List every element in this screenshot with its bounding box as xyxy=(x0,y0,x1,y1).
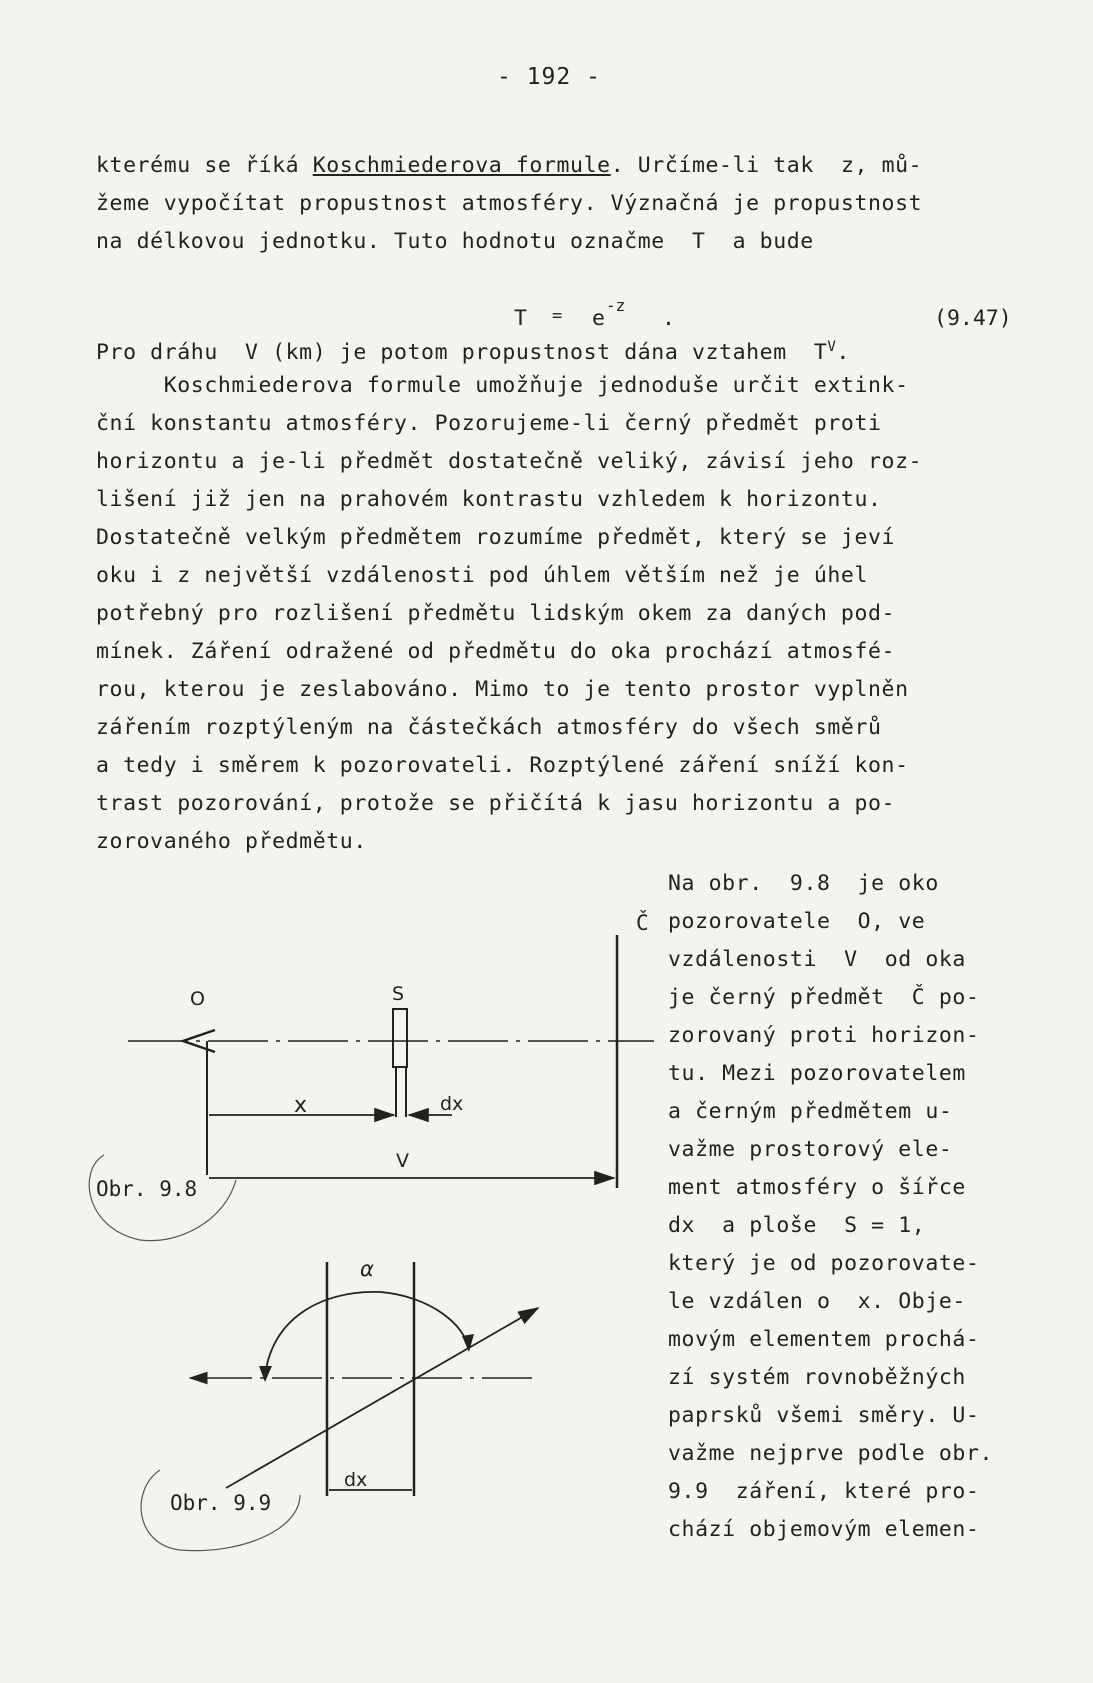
label-o: O xyxy=(190,988,205,1010)
column-line: chází objemovým elemen- xyxy=(668,1517,980,1542)
label-dx: dx xyxy=(440,1093,464,1115)
text-line: a tedy i směrem k pozorovateli. Rozptýlené záření sníží kon- xyxy=(96,753,909,778)
label-dx: dx xyxy=(344,1469,368,1491)
text-line: lišení již jen na prahovém kontrastu vzhledem k horizontu. xyxy=(96,487,882,512)
column-line: tu. Mezi pozorovatelem xyxy=(668,1061,966,1086)
arc-arrow-right xyxy=(462,1334,474,1352)
page-number: - 192 - xyxy=(497,64,601,90)
column-line: movým elementem prochá- xyxy=(668,1327,980,1352)
element-s-box xyxy=(393,1009,407,1067)
text-line: kterému se říká Koschmiederova formule. Určíme-li tak z, mů- xyxy=(96,153,923,178)
column-line: 9.9 záření, které pro- xyxy=(668,1479,980,1504)
column-line: je černý předmět Č po- xyxy=(668,985,980,1010)
text-line: zorovaného předmětu. xyxy=(96,829,367,854)
label-s: S xyxy=(392,983,405,1005)
column-line: ment atmosféry o šířce xyxy=(668,1175,966,1200)
figure-caption: Obr. 9.9 xyxy=(170,1491,272,1515)
text-line: mínek. Záření odražené od předmětu do oka prochází atmosfé- xyxy=(96,639,896,664)
superscript-v: V xyxy=(827,339,837,355)
text-line: žeme vypočítat propustnost atmosféry. Význačná je propustnost xyxy=(96,191,923,216)
equation-number: (9.47) xyxy=(934,306,1012,331)
text-line: trast pozorování, protože se přičítá k jasu horizontu a po- xyxy=(96,791,896,816)
arc-arrow-left xyxy=(259,1366,272,1382)
column-line: a černým předmětem u- xyxy=(668,1099,953,1124)
column-line: dx a ploše S = 1, xyxy=(668,1213,926,1238)
column-line: paprsků všemi směry. U- xyxy=(668,1403,980,1428)
equation-dot: . xyxy=(662,306,675,331)
text-line: Koschmiederova formule umožňuje jednoduše určit extink- xyxy=(96,373,909,398)
column-line: Na obr. 9.8 je oko xyxy=(668,871,939,896)
column-line: vzdálenosti V od oka xyxy=(668,947,966,972)
column-line: zí systém rovnoběžných xyxy=(668,1365,966,1390)
equation-lhs: T xyxy=(514,306,527,331)
text-line: na délkovou jednotku. Tuto hodnotu označme T a bude xyxy=(96,229,814,254)
equation-exponent: -z xyxy=(606,296,626,315)
text-line: Dostatečně velkým předmětem rozumíme předmět, který se jeví xyxy=(96,525,896,550)
text-line: ční konstantu atmosféry. Pozorujeme-li černý předmět proti xyxy=(96,411,882,436)
koschmieder-formula-term: Koschmiederova formule xyxy=(312,153,611,178)
text-line: oku i z největší vzdálenosti pod úhlem větším než je úhel xyxy=(96,563,869,588)
label-alpha: α xyxy=(360,1257,374,1281)
text-line: potřebný pro rozlišení předmětu lidským okem za daných pod- xyxy=(96,601,896,626)
figure-9-8 xyxy=(89,910,654,1241)
column-line: zorovaný proti horizon- xyxy=(668,1023,980,1048)
figure-caption: Obr. 9.8 xyxy=(96,1177,198,1201)
text-line: horizontu a je-li předmět dostatečně veliký, závisí jeho roz- xyxy=(96,449,923,474)
column-line: važme nejprve podle obr. xyxy=(668,1441,994,1466)
equation-rhs: e xyxy=(592,306,605,331)
equation-equals: = xyxy=(552,306,563,326)
column-line: pozorovatele O, ve xyxy=(668,909,926,934)
column-line: který je od pozorovate- xyxy=(668,1251,980,1276)
label-c: Č xyxy=(636,911,649,935)
oblique-ray xyxy=(226,1308,538,1488)
column-line: le vzdálen o x. Obje- xyxy=(668,1289,966,1314)
column-line: važme prostorový ele- xyxy=(668,1137,953,1162)
figure-9-9 xyxy=(141,1257,538,1551)
label-v: V xyxy=(396,1150,409,1172)
text-line: zářením rozptýleným na částečkách atmosféry do všech směrů xyxy=(96,715,882,740)
text-line: Pro dráhu V (km) je potom propustnost dána vztahem $T^V$. xyxy=(96,339,850,366)
text-line: rou, kterou je zeslabováno. Mimo to je tento prostor vyplněn xyxy=(96,677,909,702)
label-x: x xyxy=(294,1093,308,1118)
